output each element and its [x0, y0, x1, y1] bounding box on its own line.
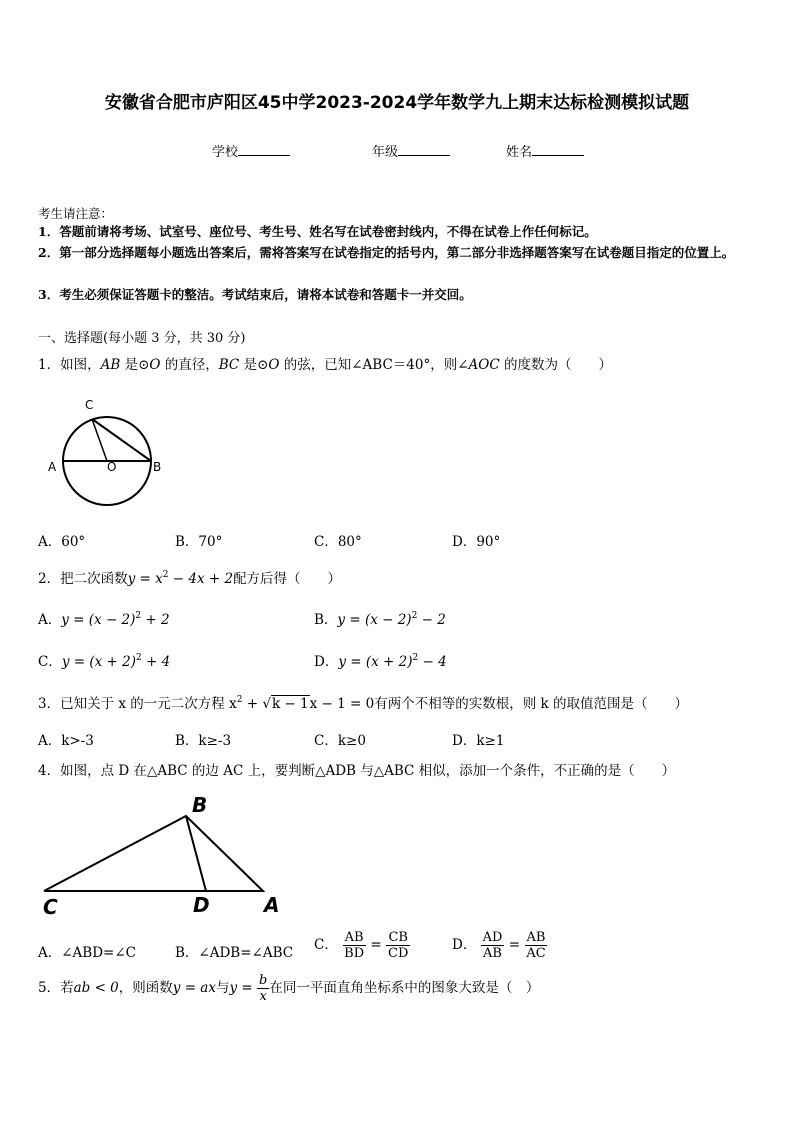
q5-text: ，则函数	[118, 980, 173, 996]
q2-option-c[interactable]	[38, 650, 170, 670]
q5-condition: ab < 0	[73, 980, 119, 996]
question-2-stem	[38, 567, 341, 587]
name-label: 姓名	[506, 145, 533, 160]
q1-option-d[interactable]: D．90°	[452, 534, 501, 550]
triangle-diagram	[38, 790, 298, 920]
q2-exponent: 2	[162, 570, 169, 580]
fraction-denominator: AB	[483, 946, 502, 961]
q3-radicand: k − 1	[271, 696, 309, 712]
q2-option-letter: D．	[314, 654, 339, 670]
label-c: C	[43, 895, 58, 919]
q5-text: 5．若	[38, 980, 74, 996]
q2-text: 配方后得（ ）	[233, 571, 342, 587]
q3-text: 有两个不相等的实数根，则 k 的取值范围是（ ）	[374, 696, 688, 712]
q1-bc: BC	[218, 357, 240, 373]
school-label: 学校	[212, 145, 239, 160]
q3-option-a[interactable]: A．k>-3	[38, 733, 94, 749]
q2-option-expr: y = (x + 2)	[338, 654, 413, 670]
q1-text: 是	[239, 357, 258, 373]
fraction-numerator: b	[259, 973, 268, 988]
q1-circle: ⊙O	[138, 357, 161, 373]
q1-text: 的直径，	[160, 357, 219, 373]
label-b: B	[192, 793, 208, 817]
q4-option-b[interactable]: B．∠ADB=∠ABC	[175, 945, 294, 961]
q3-exponent: 2	[236, 695, 243, 705]
question-3-stem	[38, 692, 688, 712]
grade-field	[372, 141, 450, 160]
fraction-numerator: AD	[482, 930, 503, 945]
q2-expr: − 4x + 2	[168, 571, 234, 587]
triangle-abc	[44, 816, 263, 891]
note-item: 2．第一部分选择题每小题选出答案后，需将答案写在试卷指定的括号内，第二部分非选择题答案写在试卷题目指定的位置上。	[38, 245, 735, 260]
q2-option-d[interactable]	[314, 650, 447, 670]
fraction-numerator: CB	[388, 930, 408, 945]
fraction	[342, 930, 366, 961]
label-b: B	[153, 460, 162, 474]
q2-option-exponent: 2	[412, 653, 419, 663]
q3-text: x − 1 = 0	[309, 696, 375, 712]
grade-label: 年级	[372, 145, 399, 160]
fraction-numerator: AB	[344, 930, 364, 945]
q2-text: 2．把二次函数	[38, 571, 128, 587]
q1-number: 1．	[38, 357, 61, 373]
school-blank[interactable]	[238, 143, 290, 156]
question-1-stem	[38, 353, 612, 373]
sqrt-icon: √	[262, 696, 271, 712]
chord-bc	[92, 419, 151, 461]
q4-option-c[interactable]	[314, 930, 410, 961]
name-blank[interactable]	[532, 143, 584, 156]
q1-text: 的弦，已知	[279, 357, 352, 373]
q1-angle: ∠ABC＝40°	[351, 357, 431, 373]
equals-sign: =	[508, 937, 521, 953]
label-a: A	[48, 460, 57, 474]
q2-option-exponent: 2	[136, 653, 142, 663]
fraction-numerator: AB	[526, 930, 546, 945]
q1-circle: ⊙O	[257, 357, 280, 373]
q1-option-b[interactable]: B．70°	[175, 534, 223, 550]
q4-option-d[interactable]	[452, 930, 548, 961]
grade-blank[interactable]	[398, 143, 450, 156]
fraction-denominator: x	[259, 989, 267, 1004]
q2-option-exponent: 2	[411, 611, 418, 621]
q1-text: ，则	[430, 357, 458, 373]
q1-text: 的度数为（ ）	[499, 357, 613, 373]
question-5-stem	[38, 973, 539, 1004]
label-c: C	[85, 398, 94, 412]
q2-option-letter: B．	[314, 612, 338, 628]
q3-option-c[interactable]: C．k≥0	[314, 733, 366, 749]
q2-option-expr: y = (x − 2)	[61, 612, 136, 628]
q3-text: 3．已知关于 x 的一元二次方程 x	[38, 696, 237, 712]
question-4-stem: 4．如图，点 D 在△ABC 的边 AC 上，要判断△ADB 与△ABC 相似，添加一个条件，不正确的是（ ）	[38, 763, 676, 779]
fraction	[257, 973, 269, 1004]
segment-bd	[186, 816, 206, 891]
q4-option-a[interactable]: A．∠ABD=∠C	[38, 945, 137, 961]
q3-option-d[interactable]: D．k≥1	[452, 733, 505, 749]
q1-option-c[interactable]: C．80°	[314, 534, 362, 550]
q3-text: +	[242, 696, 263, 712]
fraction-denominator: BD	[344, 946, 365, 961]
q4-option-letter: D．	[452, 937, 477, 953]
fraction-denominator: CD	[388, 946, 409, 961]
note-item: 1．答题前请将考场、试室号、座位号、考生号、姓名写在试卷密封线内，不得在试卷上作任何标记。	[38, 224, 597, 239]
label-d: D	[193, 893, 210, 917]
q2-option-expr: + 4	[141, 654, 171, 670]
q2-option-a[interactable]	[38, 608, 170, 628]
page-title: 安徽省合肥市庐阳区45中学2023-2024学年数学九上期末达标检测模拟试题	[104, 93, 690, 113]
q1-ab: AB	[100, 357, 121, 373]
label-a: A	[264, 893, 280, 917]
q1-text: 是	[120, 357, 139, 373]
fraction	[386, 930, 410, 961]
circle-diagram	[40, 392, 180, 517]
q1-option-a[interactable]: A．60°	[38, 534, 86, 550]
q3-option-b[interactable]: B．k≥-3	[175, 733, 232, 749]
name-field	[506, 141, 584, 160]
section-heading: 一、选择题(每小题 3 分，共 30 分)	[38, 331, 246, 346]
q2-option-expr: y = (x + 2)	[61, 654, 136, 670]
notes-heading: 考生请注意：	[38, 206, 114, 221]
q2-option-b[interactable]	[314, 608, 446, 628]
fraction	[481, 930, 505, 961]
q2-option-expr: + 2	[141, 612, 170, 628]
q5-text: 与	[215, 980, 230, 996]
q1-text: 如图，	[60, 357, 101, 373]
note-item: 3．考生必须保证答题卡的整洁。考试结束后，请将本试卷和答题卡一并交回。	[38, 287, 472, 302]
q5-function-2: y =	[229, 980, 257, 996]
q2-option-exponent: 2	[135, 611, 142, 621]
q2-option-letter: A．	[38, 612, 62, 628]
q1-aoc: ∠AOC	[457, 357, 500, 373]
q2-option-expr: − 2	[417, 612, 446, 628]
fraction-denominator: AC	[526, 946, 546, 961]
fraction	[524, 930, 547, 961]
q2-expr: y = x	[127, 571, 163, 587]
q4-option-letter: C．	[314, 937, 338, 953]
school-field	[212, 141, 290, 160]
label-o: O	[107, 460, 117, 474]
equals-sign: =	[370, 937, 382, 953]
q2-option-expr: y = (x − 2)	[337, 612, 412, 628]
q2-option-expr: − 4	[418, 654, 447, 670]
q2-option-letter: C．	[38, 654, 62, 670]
q5-text: 在同一平面直角坐标系中的图象大致是（ ）	[269, 980, 540, 996]
q5-function-1: y = ax	[172, 980, 216, 996]
